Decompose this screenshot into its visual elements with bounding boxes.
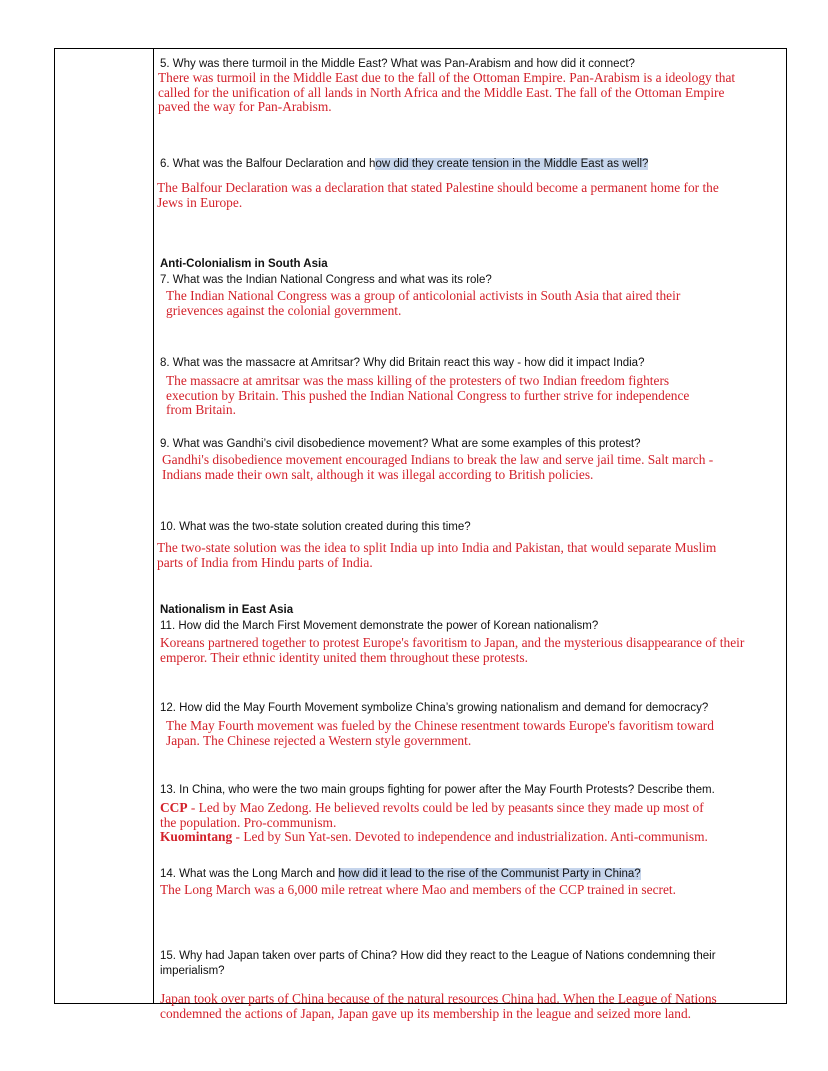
answer-14-line: The Long March was a 6,000 mile retreat where Mao and members of the CCP trained in secret. — [160, 882, 676, 897]
answer-10-line: The two-state solution was the idea to split India up into India and Pakistan, that would separate Muslim — [157, 540, 717, 555]
question-6 — [160, 157, 648, 172]
answer-11-line: Koreans partnered together to protest Europe's favoritism to Japan, and the mysterious disappearance of their — [160, 635, 745, 650]
question-13: 13. In China, who were the two main groups fighting for power after the May Fourth Protests? Describe them. — [160, 784, 715, 796]
answer-12-line: Japan. The Chinese rejected a Western style government. — [166, 732, 472, 748]
question-11: 11. How did the March First Movement demonstrate the power of Korean nationalism? — [160, 620, 599, 632]
answer-13-ccp-text: the population. Pro-communism. — [160, 814, 337, 830]
answer-11 — [160, 636, 744, 665]
answer-15 — [160, 992, 717, 1021]
answer-8-line: The massacre at amritsar was the mass killing of the protesters of two Indian freedom fighters — [166, 373, 670, 388]
answer-13-kmt-label: Kuomintang — [160, 829, 233, 844]
section-heading-east-asia: Nationalism in East Asia — [160, 604, 294, 616]
question-15-line: imperialism? — [160, 965, 225, 977]
answer-6-line: The Balfour Declaration was a declaration that stated Palestine should become a permanent home for the — [157, 180, 719, 195]
question-14 — [160, 867, 641, 882]
answer-15-line: Japan took over parts of China because of the natural resources China had. When the League of Nations — [160, 991, 717, 1006]
answer-8-line: from Britain. — [166, 402, 236, 417]
question-15 — [160, 949, 716, 979]
answer-10-line: parts of India from Hindu parts of India. — [157, 554, 373, 570]
answer-5-line: There was turmoil in the Middle East due to the fall of the Ottoman Empire. Pan-Arabism is a ideology that — [158, 70, 736, 85]
answer-9 — [162, 453, 713, 482]
question-7: 7. What was the Indian National Congress and what was its role? — [160, 274, 492, 286]
question-8: 8. What was the massacre at Amritsar? Why did Britain react this way - how did it impact India? — [160, 357, 645, 369]
answer-7-line: The Indian National Congress was a group of anticolonial activists in South Asia that aired their — [166, 288, 681, 303]
answer-8 — [166, 374, 689, 418]
answer-13 — [160, 801, 708, 845]
question-6-text: 6. What was the Balfour Declaration and h — [160, 158, 376, 170]
question-14-highlight: how did it lead to the rise of the Communist Party in China? — [338, 868, 641, 880]
answer-6 — [157, 181, 719, 210]
answer-5 — [158, 71, 735, 115]
question-5: 5. Why was there turmoil in the Middle East? What was Pan-Arabism and how did it connect? — [160, 58, 635, 70]
question-14-text: 14. What was the Long March and — [160, 868, 339, 880]
question-10: 10. What was the two-state solution created during this time? — [160, 521, 471, 533]
answer-14 — [160, 883, 676, 898]
answer-6-line: Jews in Europe. — [157, 194, 243, 210]
answer-12 — [166, 719, 714, 748]
answer-12-line: The May Fourth movement was fueled by the Chinese resentment towards Europe's favoritism toward — [166, 718, 714, 733]
answer-13-ccp-text: - Led by Mao Zedong. He believed revolts could be led by peasants since they made up most of — [187, 800, 704, 815]
answer-8-line: execution by Britain. This pushed the Indian National Congress to further strive for independence — [166, 387, 690, 403]
answer-5-line: called for the unification of all lands in North Africa and the Middle East. The fall of the Ottoman Empire — [158, 84, 725, 100]
question-6-highlight: ow did they create tension in the Middle East as well? — [375, 158, 649, 170]
answer-9-line: Gandhi's disobedience movement encouraged Indians to break the law and serve jail time. Salt march - — [162, 452, 714, 467]
answer-7 — [166, 289, 680, 318]
question-9: 9. What was Gandhi’s civil disobedience movement? What are some examples of this protest? — [160, 438, 641, 450]
answer-7-line: grievences against the colonial government. — [166, 302, 402, 318]
column-divider — [153, 48, 154, 1004]
answer-10 — [157, 541, 716, 570]
answer-13-ccp-label: CCP — [160, 800, 188, 815]
question-15-line: 15. Why had Japan taken over parts of China? How did they react to the League of Nations condemning their — [160, 950, 716, 962]
answer-9-line: Indians made their own salt, although it was illegal according to British policies. — [162, 466, 594, 482]
question-12: 12. How did the May Fourth Movement symbolize China’s growing nationalism and demand for democracy? — [160, 702, 709, 714]
answer-13-kmt-text: - Led by Sun Yat-sen. Devoted to independence and industrialization. Anti-communism. — [232, 829, 708, 844]
answer-15-line: condemned the actions of Japan, Japan gave up its membership in the league and seized more land. — [160, 1005, 691, 1021]
answer-11-line: emperor. Their ethnic identity united them throughout these protests. — [160, 649, 528, 665]
section-heading-south-asia: Anti-Colonialism in South Asia — [160, 258, 328, 270]
answer-5-line: paved the way for Pan-Arabism. — [158, 99, 332, 114]
